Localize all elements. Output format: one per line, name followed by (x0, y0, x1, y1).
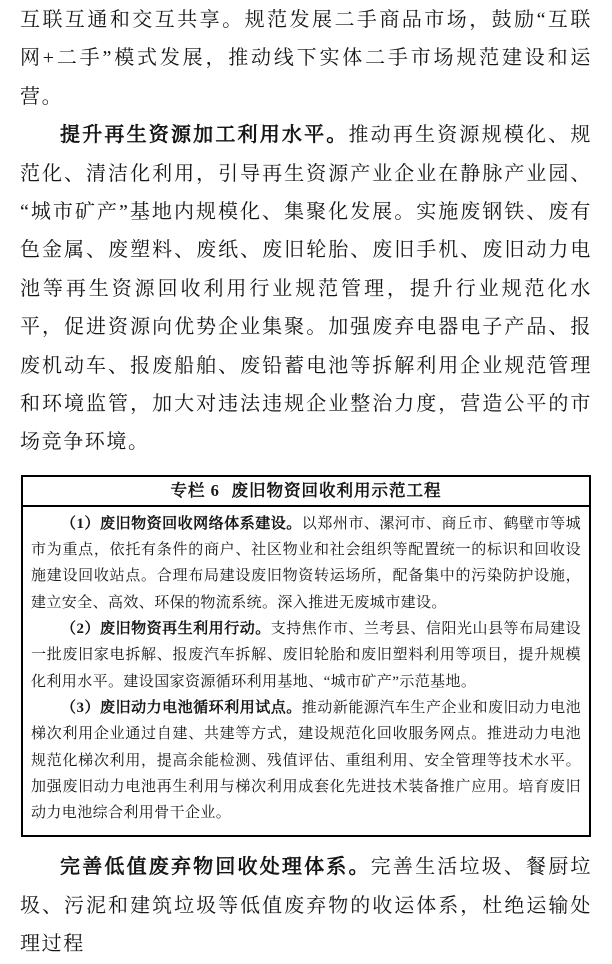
box-item-1 (31, 511, 581, 616)
paragraph-low-value-waste (20, 848, 592, 963)
paragraph-text: 完善生活垃圾、餐厨垃圾、污泥和建筑垃圾等低值废弃物的收运体系，杜绝运输处理过程 (20, 856, 593, 956)
column-box-title: 废旧物资回收利用示范工程 (231, 480, 442, 500)
paragraph-lead: 提升再生资源加工利用水平。 (60, 124, 349, 147)
column-box-body (23, 507, 589, 836)
box-item-text: 支持焦作市、兰考县、信阳光山县等布局建设一批废旧家电拆解、报废汽车拆解、废旧轮胎和废旧塑料利用等项目，提升规模化利用水平。建设国家资源循环利用基地、“城市矿产”示范基地。 (31, 621, 581, 690)
box-item-text: 推动新能源汽车生产企业和废旧动力电池梯次利用企业通过自建、共建等方式，建设规范化回收服务网点。推进动力电池规范化梯次利用，提高余能检测、残值评估、重组利用、安全管理等技术水平。加强废旧动力电池再生利用与梯次利用成套化先进技术装备推广应用。培育废旧动力电池综合利用骨干企业。 (31, 699, 582, 822)
box-item-lead: （2）废旧物资再生利用行动。 (61, 621, 271, 638)
box-item-2 (31, 616, 581, 695)
paragraph-text: 互联互通和交互共享。规范发展二手商品市场，鼓励“互联网+二手”模式发展，推动线下实体二手市场规范建设和运营。 (20, 9, 592, 108)
box-item-lead: （1）废旧物资回收网络体系建设。 (61, 515, 302, 532)
paragraph-text: 推动再生资源规模化、规范化、清洁化利用，引导再生资源产业企业在静脉产业园、“城市矿产”基地内规模化、集聚化发展。实施废钢铁、废有色金属、废塑料、废纸、废旧轮胎、废旧手机、废旧动力电池等再生资源回收利用行业规范管理，提升行业规范化水平，促进资源向优势企业集聚。加强废弃电器电子产品、报废机动车、报废船舶、废铅蓄电池等拆解利用企业规范管理和环境监管，加大对违法违规企业整治力度，营造公平的市场竞争环境。 (20, 124, 592, 454)
box-item-text: 以郑州市、漯河市、商丘市、鹤壁市等城市为重点，依托有条件的商户、社区物业和社会组织等配置统一的标识和回收设施建设回收站点。合理布局建设废旧物资转运场所，配备集中的污染防护设施，建立安全、高效、环保的物流系统。深入推进无废城市建设。 (31, 515, 582, 611)
paragraph-continuation (20, 1, 592, 116)
box-item-lead: （3）废旧动力电池循环利用试点。 (61, 699, 302, 716)
column-box-6 (21, 475, 591, 838)
column-box-header (23, 477, 589, 507)
box-item-3 (31, 695, 581, 826)
column-box-label: 专栏 6 (170, 480, 220, 500)
paragraph-lead: 完善低值废弃物回收处理体系。 (60, 856, 371, 879)
paragraph-recycled-resources (20, 116, 592, 462)
